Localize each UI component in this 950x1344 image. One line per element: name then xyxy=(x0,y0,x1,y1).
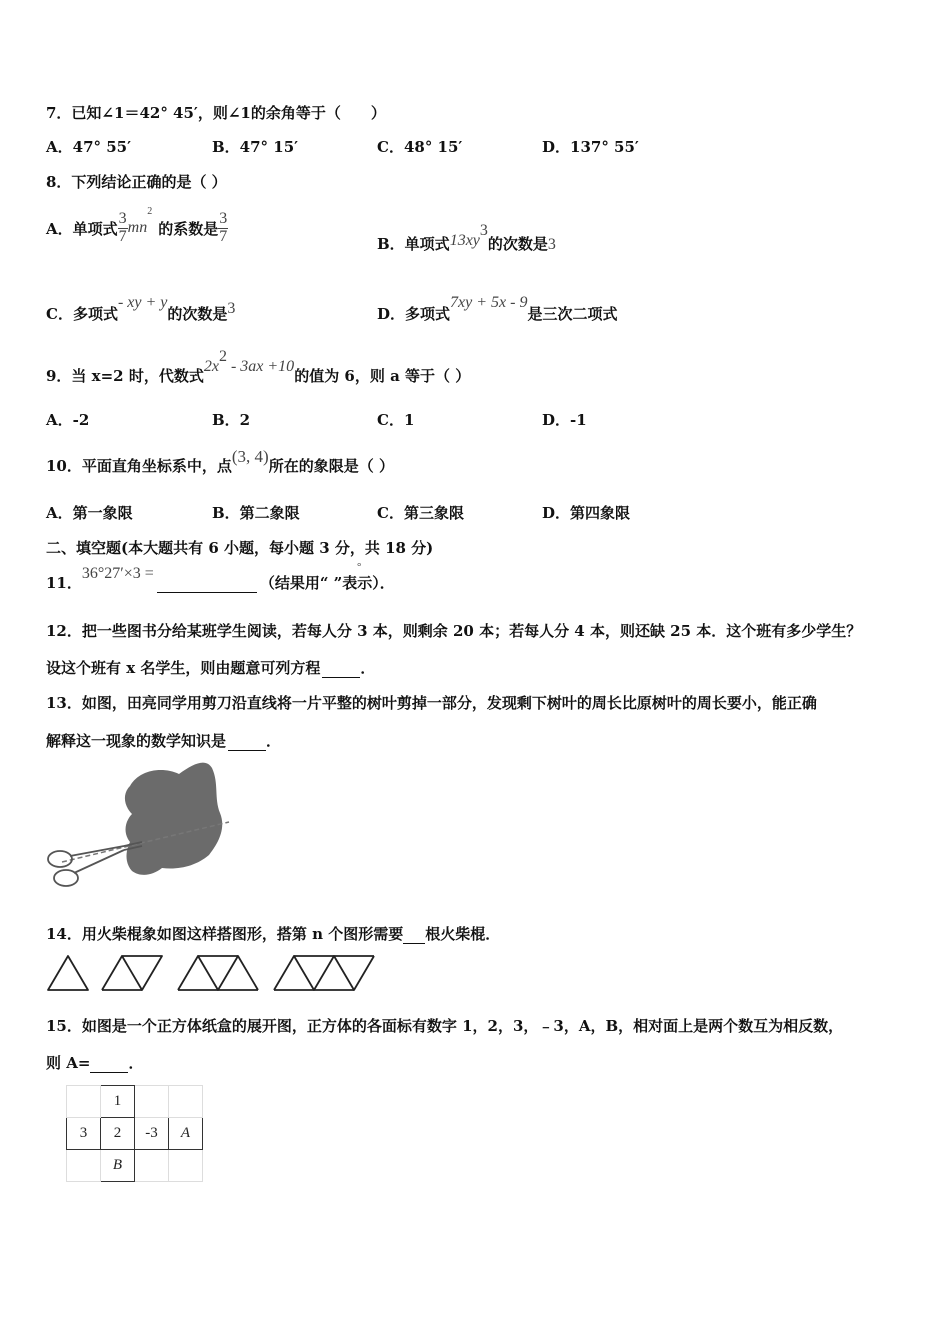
section-heading: 二、填空题(本大题共有 6 小题，每小题 3 分，共 18 分) xyxy=(46,539,434,557)
q13-line1: 13．如图，田亮同学用剪刀沿直线将一片平整的树叶剪掉一部分，发现剩下树叶的周长比原树叶的周长要小，能正确 xyxy=(46,694,817,712)
q11-answer-blank[interactable] xyxy=(157,592,257,593)
q8-c-expr: - xy + y xyxy=(117,294,168,311)
matchstick-figures xyxy=(44,952,384,994)
net-cell-left: 3 xyxy=(67,1118,101,1150)
q9-option-b: B．2 xyxy=(212,411,251,429)
figure-4-triangles xyxy=(274,956,374,990)
q13-answer-blank[interactable] xyxy=(228,750,266,751)
q11-degree-mark: ° xyxy=(357,561,362,573)
q14-stem xyxy=(46,923,500,944)
q9-prefix: 9．当 x=2 时，代数式 xyxy=(46,367,204,385)
q15-line2-end: ． xyxy=(128,1054,144,1072)
q8-option-b xyxy=(377,222,556,254)
q15-line2 xyxy=(46,1052,143,1073)
q14-suffix: 根火柴棍． xyxy=(425,925,501,943)
q13-line2-text: 解释这一现象的数学知识是 xyxy=(46,732,227,750)
net-cell-right1: -3 xyxy=(135,1118,169,1150)
q8-c-prefix: C．多项式 xyxy=(46,305,118,323)
net-cell-right2: A xyxy=(169,1118,203,1150)
q8-option-d xyxy=(377,294,618,324)
q8-d-expr: 7xy + 5x - 9 xyxy=(450,294,528,311)
q8-b-mid: 的次数是 xyxy=(487,235,548,253)
net-cell-center: 2 xyxy=(101,1118,135,1150)
q10-stem xyxy=(46,447,394,476)
q15-answer-blank[interactable] xyxy=(90,1072,128,1073)
q9-option-c: C．1 xyxy=(377,411,415,429)
cube-net-figure xyxy=(66,1085,203,1182)
q15-line1: 15．如图是一个正方体纸盒的展开图，正方体的各面标有数字 1，2，3，﹣3，A，B，相对面上是两个数互为相反数， xyxy=(46,1017,844,1035)
figure-3-triangles xyxy=(178,956,258,990)
q8-b-answer: 3 xyxy=(547,236,556,253)
q10-suffix: 所在的象限是（ ） xyxy=(268,457,394,475)
q8-d-suffix: 是三次二项式 xyxy=(527,305,618,323)
q8-a-fraction: $\frac{3}{7}$ xyxy=(118,209,127,245)
q8-stem: 8．下列结论正确的是（ ） xyxy=(46,173,227,191)
figure-2-triangles xyxy=(102,956,162,990)
q8-d-prefix: D．多项式 xyxy=(377,305,451,323)
q7-option-b: B．47° 15′ xyxy=(212,138,299,156)
q10-option-b: B．第二象限 xyxy=(212,504,300,522)
leaf-shape xyxy=(125,763,222,875)
q10-point: (3, 4) xyxy=(231,447,269,466)
q12-line2-text: 设这个班有 x 名学生，则由题意可列方程 xyxy=(46,659,321,677)
q8-a-exp: 2 xyxy=(147,206,153,217)
cube-net-table xyxy=(66,1085,203,1182)
leaf-scissors-figure xyxy=(44,758,234,900)
q7-option-d: D．137° 55′ xyxy=(542,138,639,156)
q11-number: 11． xyxy=(46,574,82,592)
q8-a-mid: 的系数是 xyxy=(158,219,219,238)
q7-stem: 7．已知∠1＝42° 45′，则∠1的余角等于（ ） xyxy=(46,104,386,122)
q9-option-a: A．-2 xyxy=(46,411,90,429)
q8-c-mid: 的次数是 xyxy=(167,305,228,323)
q14-answer-blank[interactable] xyxy=(403,943,425,944)
q10-option-d: D．第四象限 xyxy=(542,504,631,522)
q13-line2-end: ． xyxy=(266,732,282,750)
q9-expr-b: - 3ax +10 xyxy=(226,358,295,375)
q8-b-exp: 3 xyxy=(479,222,488,239)
q13-line2 xyxy=(46,730,281,751)
q10-option-a: A．第一象限 xyxy=(46,504,133,522)
q8-c-answer: 3 xyxy=(227,300,236,317)
q7-option-c: C．48° 15′ xyxy=(377,138,463,156)
q11-expr: 36°27′×3 = xyxy=(81,565,154,582)
q9-expr-a: 2x xyxy=(203,358,219,375)
q9-option-d: D．-1 xyxy=(542,411,587,429)
q8-option-a xyxy=(46,206,228,245)
q8-option-c xyxy=(46,294,236,324)
q8-a-var: mn xyxy=(127,219,148,236)
q12-line2 xyxy=(46,657,375,678)
figure-1-triangle xyxy=(48,956,88,990)
q9-stem xyxy=(46,348,471,386)
q12-answer-blank[interactable] xyxy=(322,677,360,678)
q14-prefix: 14．用火柴棍象如图这样搭图形，搭第 n 个图形需要 xyxy=(46,925,404,943)
q11-suffix: （结果用“ ”表示）． xyxy=(259,574,395,592)
q9-suffix: 的值为 6，则 a 等于（ ） xyxy=(294,367,471,385)
q11-stem xyxy=(46,565,395,593)
q8-b-prefix: B．单项式 xyxy=(377,235,450,253)
net-cell-top: 1 xyxy=(101,1086,135,1118)
q12-line1: 12．把一些图书分给某班学生阅读，若每人分 3 本，则剩余 20 本；若每人分 4 本，则还缺 25 本．这个班有多少学生？ xyxy=(46,622,862,640)
q15-line2-text: 则 A= xyxy=(46,1054,91,1072)
q7-option-a: A．47° 55′ xyxy=(46,138,132,156)
q8-b-expr: 13xy xyxy=(449,232,480,249)
q10-option-c: C．第三象限 xyxy=(377,504,464,522)
q9-expr-exp: 2 xyxy=(218,348,227,365)
q8-a-prefix: A．单项式 xyxy=(46,219,118,238)
q10-prefix: 10．平面直角坐标系中，点 xyxy=(46,457,232,475)
q8-a-answer-fraction: $\frac{3}{7}$ xyxy=(219,209,228,245)
net-cell-bottom: B xyxy=(101,1150,135,1182)
q12-line2-end: ． xyxy=(360,659,376,677)
